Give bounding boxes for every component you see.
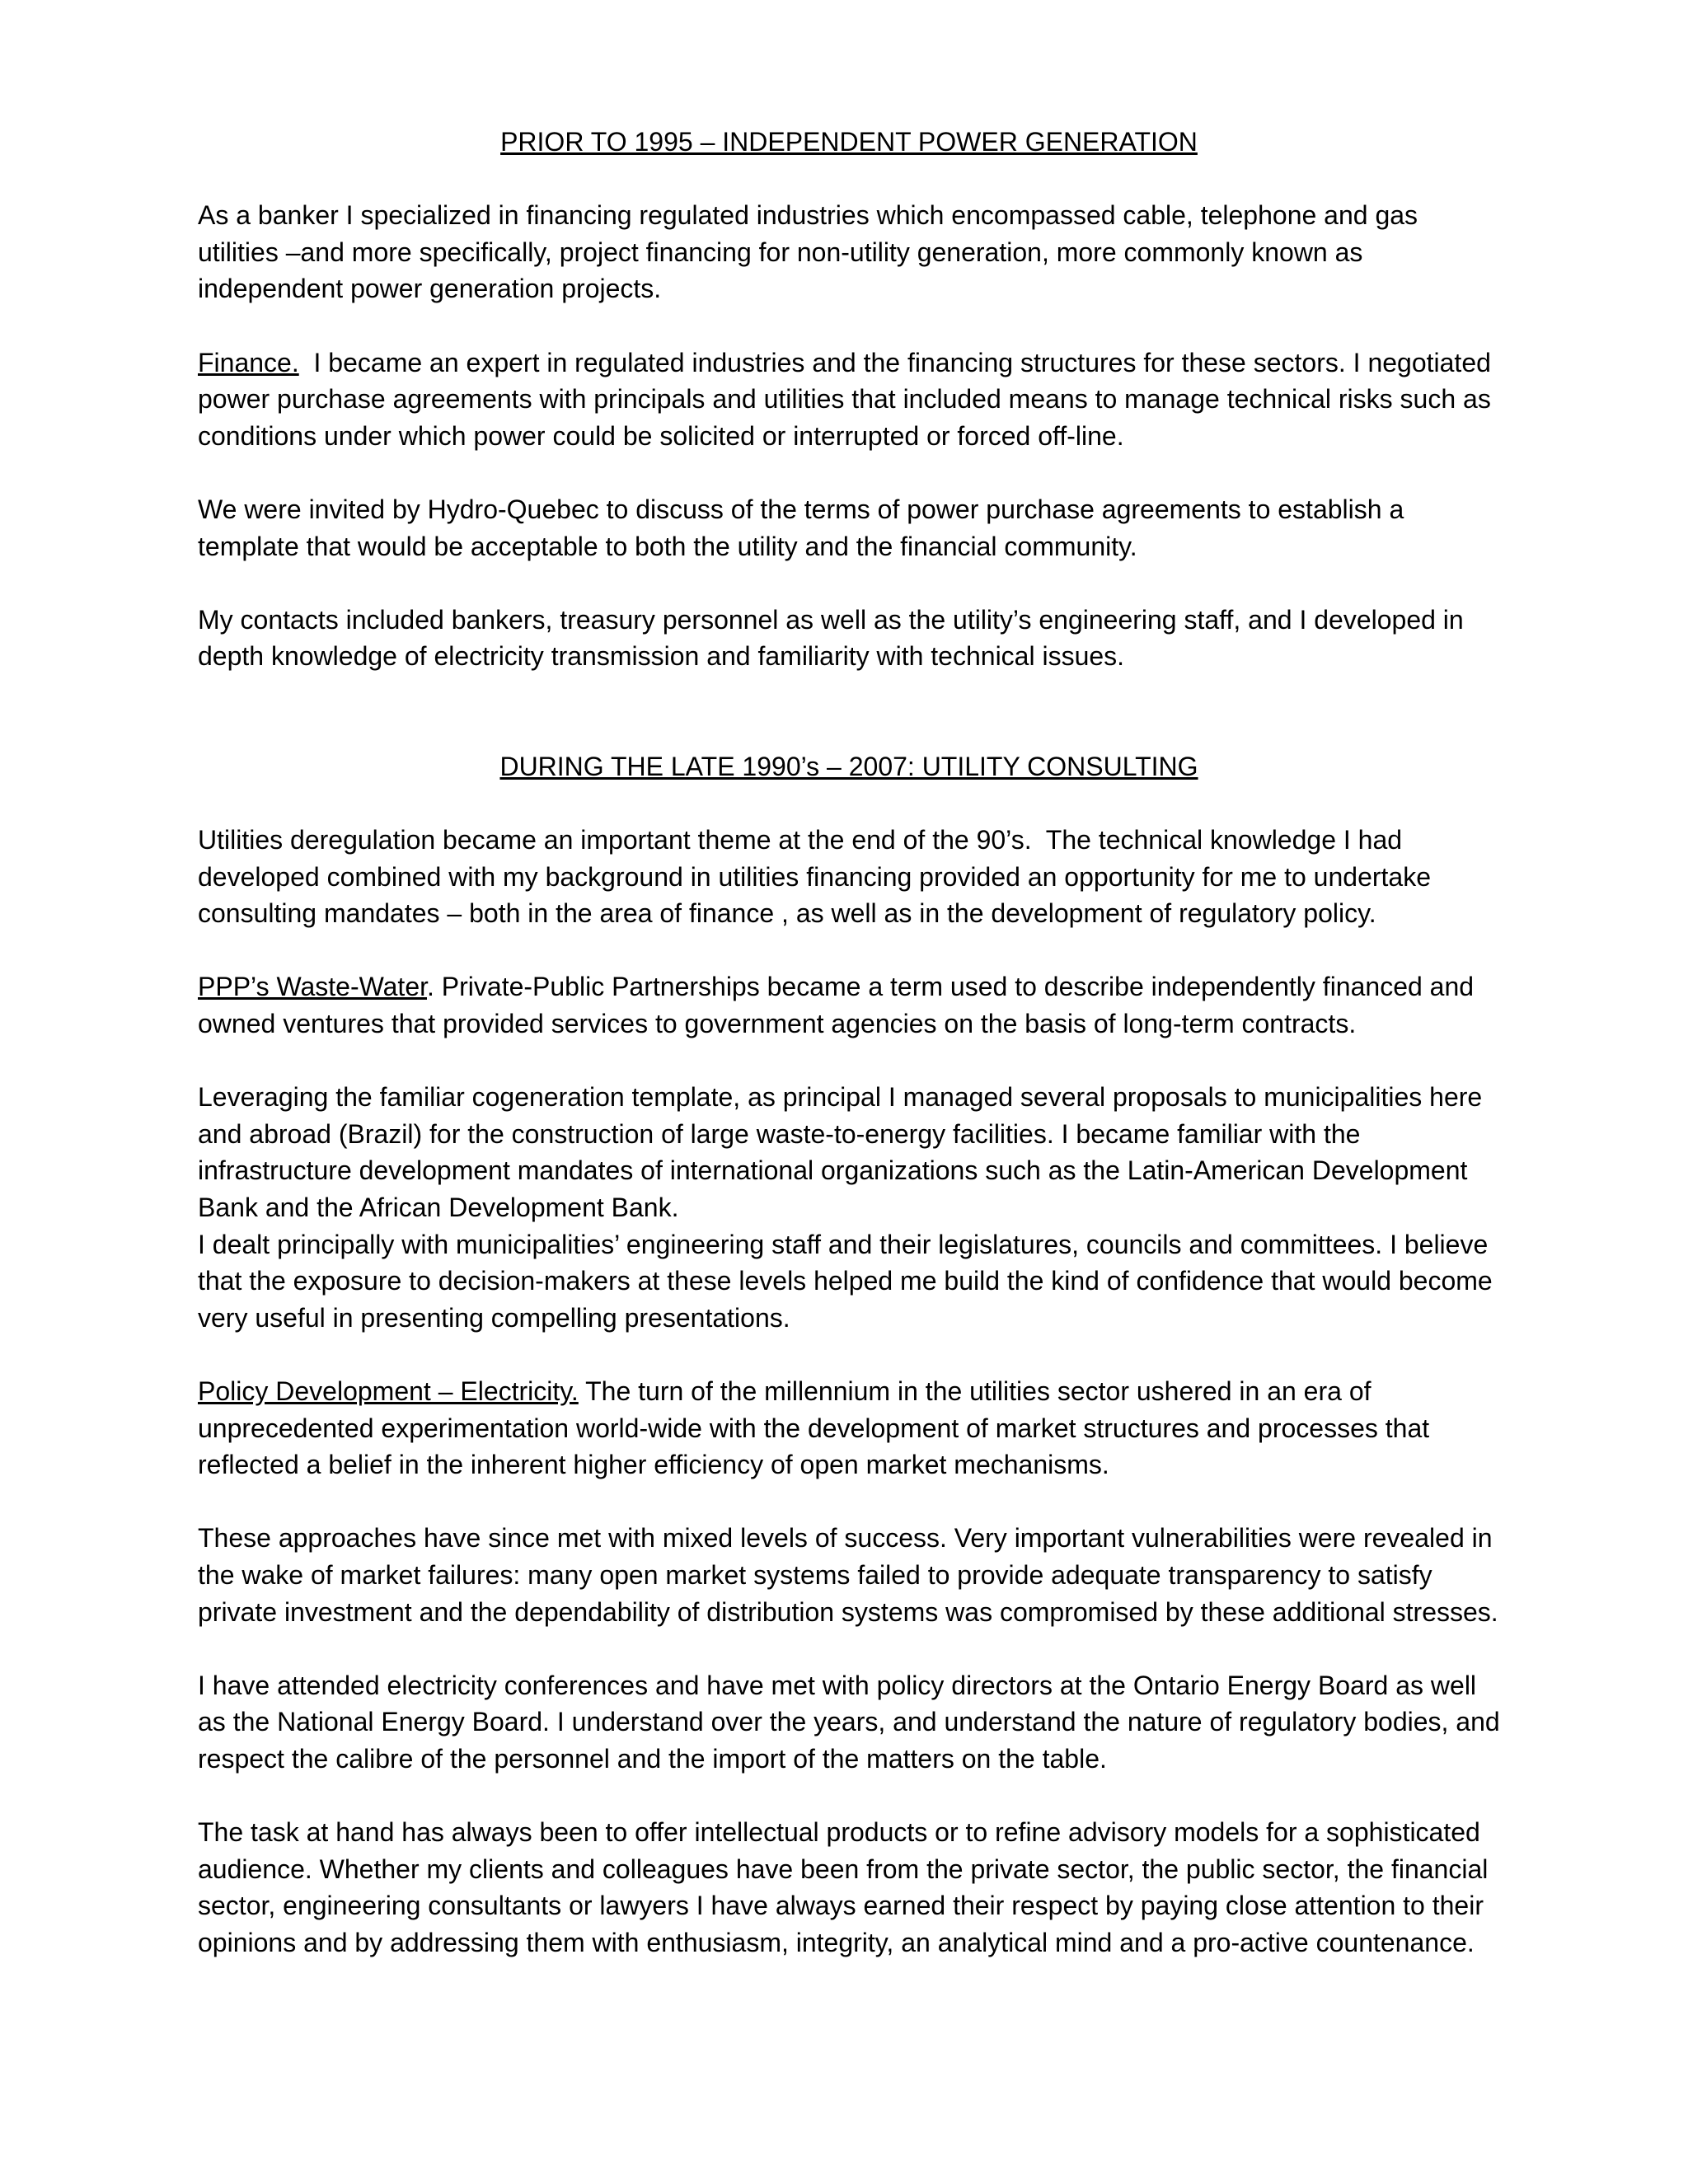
- policy-text: The turn of the millennium in the utilities sector ushered in an era of unprecedented experimentation world-wide with the development of market structures and processes that reflected a belief in the inherent higher efficiency of open market mechanisms.: [198, 1376, 1430, 1480]
- paragraph-banker-intro: As a banker I specialized in financing regulated industries which encompassed cable, telephone and gas utilities –and more specifically, project financing for non-utility generation, more commonly known as independent power generation projects.: [198, 200, 1418, 304]
- paragraph-hydro-quebec: We were invited by Hydro-Quebec to discuss of the terms of power purchase agreements to establish a template that would be acceptable to both the utility and the financial community.: [198, 494, 1404, 561]
- paragraph-policy-development: [198, 1373, 1500, 1483]
- ppp-text: . Private-Public Partnerships became a term used to describe independently financed and owned ventures that provided services to government agencies on the basis of long-term contracts.: [198, 972, 1475, 1039]
- paragraph-ppp: [198, 968, 1500, 1042]
- section-heading-utility-consulting: DURING THE LATE 1990’s – 2007: UTILITY CONSULTING: [499, 751, 1198, 781]
- finance-label: Finance.: [198, 347, 299, 377]
- paragraph-municipalities: I dealt principally with municipalities’ engineering staff and their legislatures, councils and committees. I believe that the exposure to decision-makers at these levels helped me build the kind of confidence that would become very useful in presenting compelling presentations.: [198, 1229, 1493, 1333]
- paragraph-deregulation: Utilities deregulation became an important theme at the end of the 90’s. The technical knowledge I had developed combined with my background in utilities financing provided an opportunity for me to undertake consulting mandates – both in the area of finance , as well as in the development of regulatory policy.: [198, 825, 1438, 929]
- finance-text: I became an expert in regulated industries and the financing structures for these sectors. I negotiated power purchase agreements with principals and utilities that included means to manage technical risks such as conditions under which power could be solicited or interrupted or forced off-line.: [198, 347, 1498, 451]
- paragraph-finance: [198, 344, 1500, 455]
- paragraph-mixed-success: These approaches have since met with mixed levels of success. Very important vulnerabilities were revealed in the wake of market failures: many open market systems failed to provide adequate transparency to satisfy private investment and the dependability of distribution systems was compromised by these additional stresses.: [198, 1523, 1498, 1627]
- paragraph-contacts: My contacts included bankers, treasury personnel as well as the utility’s engineering staff, and I developed in depth knowledge of electricity transmission and familiarity with technical issues.: [198, 604, 1464, 672]
- section-heading-independent-power: PRIOR TO 1995 – INDEPENDENT POWER GENERATION: [500, 127, 1198, 157]
- ppp-label: PPP’s Waste-Water: [198, 972, 427, 1002]
- paragraph-cogeneration: Leveraging the familiar cogeneration template, as principal I managed several proposals to municipalities here and abroad (Brazil) for the construction of large waste-to-energy facilities. I became familiar with the infrastructure development mandates of international organizations such as the Latin-American Development Bank and the African Development Bank.: [198, 1082, 1483, 1223]
- policy-label: Policy Development – Electricity.: [198, 1376, 579, 1406]
- document-page: [198, 124, 1500, 1961]
- paragraph-conferences: I have attended electricity conferences and have met with policy directors at the Ontario Energy Board as well as the National Energy Board. I understand over the years, and understand the nature of regulatory bodies, and respect the calibre of the personnel and the import of the matters on the table.: [198, 1670, 1500, 1774]
- paragraph-task-at-hand: The task at hand has always been to offer intellectual products or to refine advisory models for a sophisticated audience. Whether my clients and colleagues have been from the private sector, the public sector, the financial sector, engineering consultants or lawyers I have always earned their respect by paying close attention to their opinions and by addressing them with enthusiasm, integrity, an analytical mind and a pro-active countenance.: [198, 1817, 1489, 1957]
